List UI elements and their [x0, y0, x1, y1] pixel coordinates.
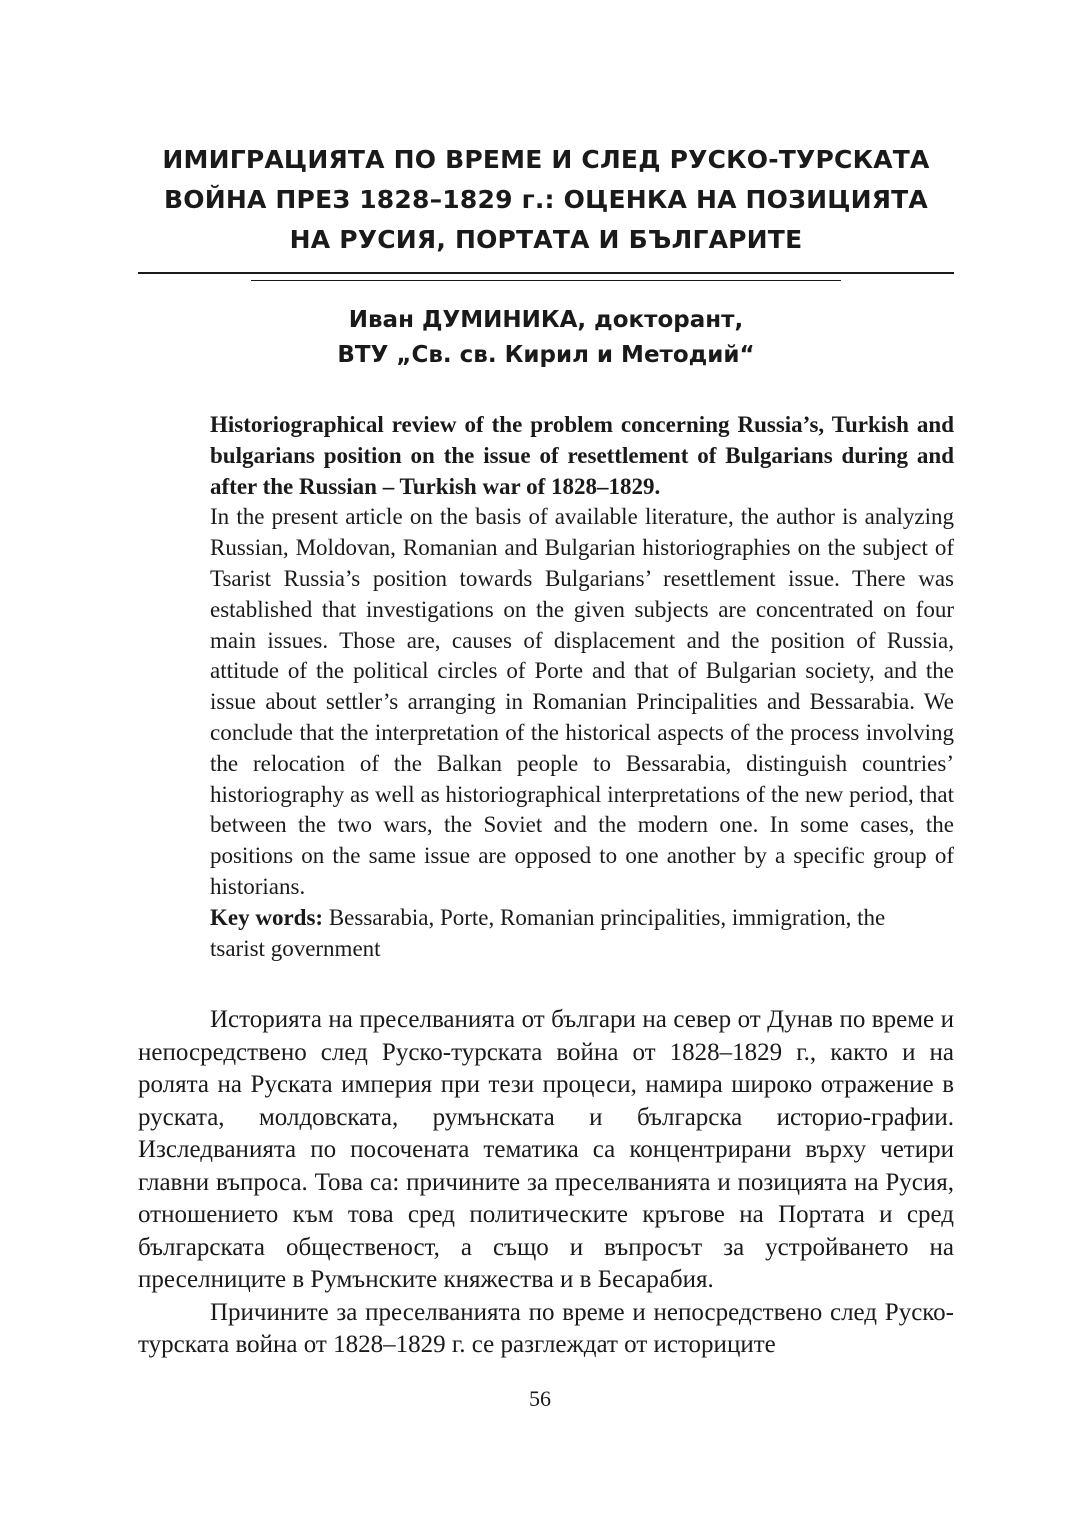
abstract — [210, 410, 954, 964]
body-paragraph: Историята на преселванията от българи на север от Дунав по време и непосредствено след Руско-турската война от 1828–1829 г., както и на ролята на Руската империя при тези процеси, намира широко отражение в руската, молдовската, румънската и българска историо-графии. Изследванията по посочената тематика са концентрирани върху четири главни въпроса. Това са: причините за преселванията и позицията на Русия, отношението към това сред политическите кръгове на Портата и сред българската общественост, а също и въпросът за устройването на преселниците в Румънските княжества и в Бесарабия. — [138, 1006, 954, 1294]
author-block — [138, 303, 954, 373]
keywords-label: Key words: — [210, 904, 324, 930]
abstract-title: Historiographical review of the problem concerning Russia’s, Turkish and bulgarians position on the issue of resettlement of Bulgarians during and after the Russian – Turkish war of 1828–1829. — [210, 412, 954, 499]
page-content — [138, 140, 954, 1362]
body-paragraph: Причините за преселванията по време и непосредствено след Руско-турската война от 1828–1829 г. се разглеждат от историците — [138, 1298, 954, 1359]
keywords-text-continued: tsarist government — [210, 935, 381, 961]
keywords — [210, 903, 954, 965]
author-name: Иван ДУМИНИКА, докторант, — [348, 307, 744, 333]
author-affiliation: ВТУ „Св. св. Кирил и Методий“ — [337, 342, 755, 368]
article-body — [138, 1004, 954, 1362]
abstract-text: In the present article on the basis of available literature, the author is analyzing Russian, Moldovan, Romanian and Bulgarian historiographies on the subject of Tsarist Russia’s position towards Bulgarians’ resettlement issue. There was established that investigations on the given subjects are concentrated on four main issues. Those are, causes of displacement and the position of Russia, attitude of the political circles of Porte and that of Bulgarian society, and the issue about settler’s arranging in Romanian Principalities and Bessarabia. We conclude that the interpretation of the historical aspects of the process involving the relocation of the Balkan people to Bessarabia, distinguish countries’ historiography as well as historiographical interpretations of the new period, that between the two wars, the Soviet and the modern one. In some cases, the positions on the same issue are opposed to one another by a specific group of historians. — [210, 504, 954, 899]
article-title-line: ВОЙНА ПРЕЗ 1828–1829 г.: ОЦЕНКА НА ПОЗИЦИЯТА — [164, 185, 928, 214]
title-divider-thin — [251, 280, 841, 281]
page-number: 56 — [529, 1386, 551, 1411]
title-divider-thick — [138, 272, 954, 274]
article-title-line: НА РУСИЯ, ПОРТАТА И БЪЛГАРИТЕ — [289, 225, 803, 254]
article-title-line: ИМИГРАЦИЯТА ПО ВРЕМЕ И СЛЕД РУСКО-ТУРСКАТА — [162, 145, 930, 174]
article-title — [138, 140, 954, 260]
keywords-text: Bessarabia, Porte, Romanian principalities, immigration, the — [328, 904, 886, 930]
